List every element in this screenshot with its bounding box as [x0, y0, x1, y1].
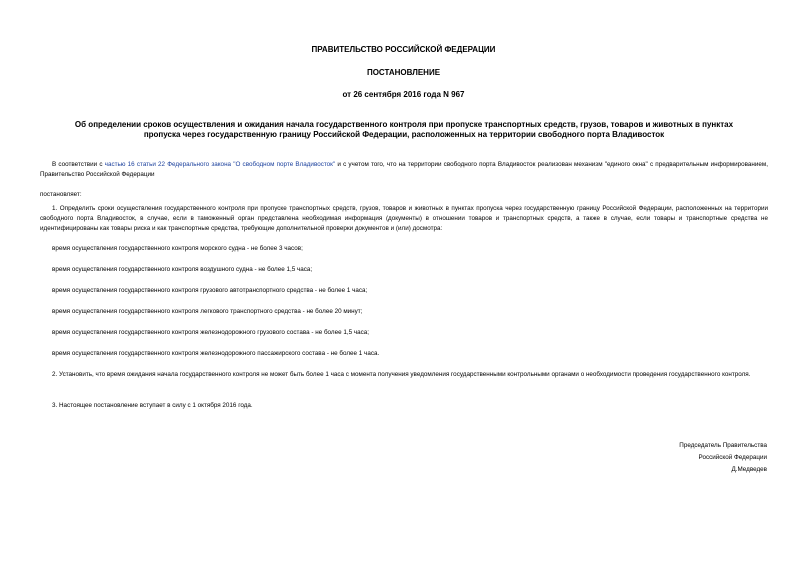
signature-title-line2: Российской Федерации — [698, 454, 767, 461]
list-item: время осуществления государственного контроля воздушного судна - не более 1,5 часа; — [52, 266, 313, 273]
list-item: время осуществления государственного контроля железнодорожного пассажирского состава - не более 1 часа. — [52, 350, 380, 357]
signature-name: Д.Медведев — [731, 466, 767, 473]
document-type-heading: ПОСТАНОВЛЕНИЕ — [366, 68, 441, 77]
list-item: время осуществления государственного контроля железнодорожного грузового состава - не более 1,5 часа; — [52, 329, 370, 336]
list-item: время осуществления государственного контроля легкового транспортного средства - не более 20 минут; — [52, 308, 363, 315]
document-title: Об определении сроков осуществления и ожидания начала государственного контроля при пропуске транспортных средств, грузов, товаров и животных в пунктах пропуска через государственную границу Российской Федерации, расположенных на территории свободного порта Владивосток — [74, 120, 734, 139]
preamble-text-after: и с учетом того, что на территории свободного порта Владивосток реализован механизм "единого окна" с предварительным информированием, Правительство Российской Федерации — [40, 161, 769, 178]
preamble-paragraph — [40, 160, 768, 180]
clause-2: 2. Установить, что время ожидания начала государственного контроля не может быть более 1 часа с момента получения уведомления государственными контрольными органами о необходимости проведения государственного контроля. — [52, 371, 751, 378]
government-heading: ПРАВИТЕЛЬСТВО РОССИЙСКОЙ ФЕДЕРАЦИИ — [311, 45, 496, 54]
federal-law-link[interactable]: частью 16 статьи 22 Федерального закона "О свободном порте Владивосток" — [104, 161, 336, 168]
preamble-text-before: В соответствии с — [52, 161, 105, 168]
document-date-number: от 26 сентября 2016 года N 967 — [342, 90, 465, 99]
list-item: время осуществления государственного контроля грузового автотранспортного средства - не более 1 часа; — [52, 287, 368, 294]
decides-text: постановляет: — [40, 191, 82, 198]
clause-3: 3. Настоящее постановление вступает в силу с 1 октября 2016 года. — [52, 402, 253, 409]
signature-title-line1: Председатель Правительства — [679, 442, 767, 449]
clause-1: 1. Определить сроки осуществления государственного контроля при пропуске транспортных средств, грузов, товаров и животных в пунктах пропуска через государственную границу Российской Федерации, расположенных на территории свободного порта Владивосток, в случае, если в таможенный орган представлена необходимая информация (документы) в отношении товаров и транспортных средств, а также в случае, если товары и транспортные средства не идентифицированы как товары риска и как транспортные средства, требующие дополнительной проверки документов и (или) досмотра: — [40, 205, 768, 232]
list-item: время осуществления государственного контроля морского судна - не более 3 часов; — [52, 245, 303, 252]
